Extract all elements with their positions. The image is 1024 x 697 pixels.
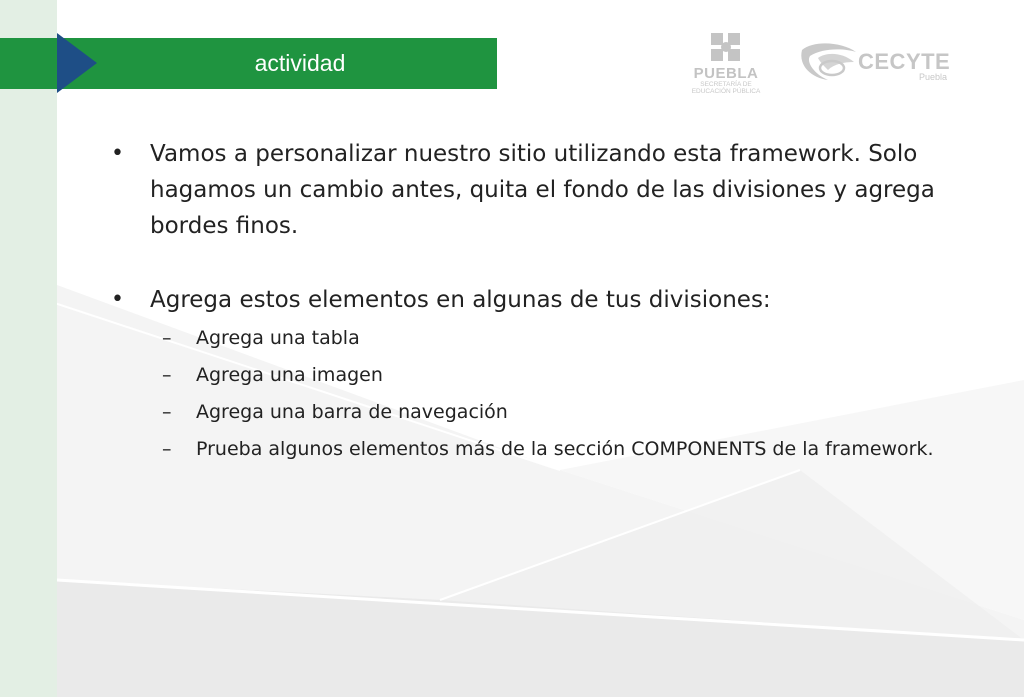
dash-marker: – — [162, 364, 172, 386]
puebla-logo — [686, 30, 766, 96]
spacer — [100, 244, 980, 282]
bullet-item-1 — [100, 136, 980, 244]
sub-list — [100, 323, 980, 464]
bullet-item-2 — [100, 282, 980, 318]
dash-marker: – — [162, 401, 172, 423]
bullet-text: Vamos a personalizar nuestro sitio utilizando esta framework. Solo hagamos un cambio antes, quita el fondo de las divisiones y agrega bordes finos. — [150, 141, 935, 239]
sub-list-item — [100, 360, 980, 390]
puebla-subtitle-line-1: SECRETARÍA DE — [700, 81, 752, 88]
bullet-text: Agrega estos elementos en algunas de tus divisiones: — [150, 287, 771, 313]
cecyte-logo-place: Puebla — [919, 72, 948, 82]
sub-list-item — [100, 434, 980, 464]
sub-item-text: Prueba algunos elementos más de la sección COMPONENTS de la framework. — [196, 438, 934, 460]
puebla-logo-subtitle — [686, 81, 766, 95]
bullet-marker: • — [111, 287, 124, 312]
puebla-subtitle-line-2: EDUCACIÓN PÚBLICA — [691, 88, 761, 95]
slide-content — [100, 136, 980, 464]
sub-item-text: Agrega una barra de navegación — [196, 401, 508, 423]
sub-list-item — [100, 397, 980, 427]
sub-item-text: Agrega una tabla — [196, 327, 360, 349]
dash-marker: – — [162, 327, 172, 349]
title-arrow-icon — [57, 33, 97, 93]
slide-title: actividad — [254, 50, 346, 76]
bullet-marker: • — [111, 141, 124, 166]
cecyte-logo-name: CECYTE — [858, 49, 951, 74]
cecyte-logo — [798, 40, 953, 88]
sub-item-text: Agrega una imagen — [196, 364, 383, 386]
dash-marker: – — [162, 438, 172, 460]
puebla-logo-name: PUEBLA — [693, 65, 759, 82]
sub-list-item — [100, 323, 980, 353]
cecyte-swirl-icon — [798, 40, 860, 86]
puebla-seal-icon — [708, 30, 744, 64]
left-accent-strip — [0, 0, 57, 697]
